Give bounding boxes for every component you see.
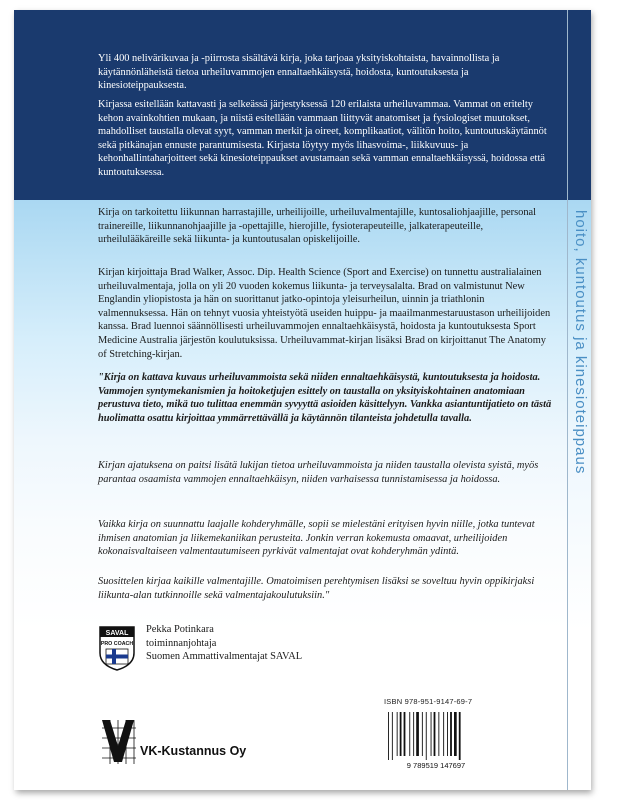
- book-back-cover: [14, 10, 590, 790]
- barcode-bar: [400, 712, 402, 756]
- signature-title: toiminnanjohtaja: [146, 637, 217, 649]
- review-paragraph-2: Kirjan ajatuksena on paitsi lisätä lukijan tietoa urheiluvammoista ja niiden taustalla olevista syistä, myös parantaa osaamista vammojen ennaltaehkäisyn, niiden varhaisessa tunnistamisessa ja hoidossa.: [98, 460, 539, 485]
- barcode-bar: [450, 712, 452, 756]
- saval-shield-icon: [98, 625, 136, 671]
- publisher-name: VK-Kustannus Oy: [140, 744, 247, 758]
- barcode-bar: [431, 712, 432, 756]
- saval-logo-line2: PRO COACH: [100, 641, 134, 647]
- saval-logo: [98, 625, 136, 671]
- barcode-bar: [434, 712, 436, 756]
- content-paragraph: Kirjassa esitellään kattavasti ja selkeässä järjestyksessä 120 erilaista urheiluvammaa. Vammat on eritelty kehon avainkohtien mukaan, ja niistä esitellään vammaan liittyvät anatomiset ja fysiologiset muutokset, mahdolliset taustalla olevat syyt, vamman merkit ja oireet, komplikaatiot, välitön hoito, kuntoutuskäytännöt sekä pitkänajan ennuste parantumisesta. Kirjasta löytyy myös lihasvoima-, liikkuvuus- ja kehonhallintaharjoitteet sekä kinesioteippaukset avustamaan sekä vamman ennaltaehkäisyssä, hoidossa että kuntoutuksessa.: [98, 99, 547, 178]
- saval-logo-line1: SAVAL: [105, 630, 129, 637]
- intro-paragraph: Yli 400 nelivärikuvaa ja -piirrosta sisältävä kirja, joka tarjoaa yksityiskohtaista, havainnollista ja käytännönläheistä tietoa urheiluvammojen ennaltaehkäisystä, hoidosta, kuntoutuksesta ja kinesioteippauksesta.: [98, 53, 500, 92]
- vk-logo-icon: [100, 716, 160, 766]
- book-spine: [567, 10, 591, 790]
- barcode-bar: [404, 712, 406, 756]
- review-paragraph-3: Vaikka kirja on suunnattu laajalle kohderyhmälle, sopii se mielestäni erityisen hyvin niille, jotka tuntevat ihmisen anatomian ja liikemekaniikan perusteita. Jonkin verran kokemusta omaavat, urheilijoiden kokonaisvaltaiseen valmentautumiseen pyrkivät valmentajat ovat kohderyhmän ydintä.: [98, 519, 535, 558]
- signature-name: Pekka Potinkara: [146, 624, 214, 635]
- barcode-bar: [447, 712, 448, 756]
- barcode-bar: [388, 712, 389, 760]
- barcode-bar: [459, 712, 461, 760]
- author-paragraph: Kirjan kirjoittaja Brad Walker, Assoc. Dip. Health Science (Sport and Exercise) on tunnettu australialainen urheiluvalmentaja, jolla on yli 20 vuoden kokemus liikunta- ja terveysalalta. Brad on valmistunut New Englandin yliopistosta ja hän on suorittanut jatko-opintoja yleisurheilun, uinnin ja triathlonin valmennuksessa. Hän on tehnyt vuosia yhteistyötä useiden huippu- ja maailmanmestaruustason urheilijoiden kanssa. Brad luennoi säännöllisesti urheiluvammojen ennaltaehkäisystä, hoidosta ja kuntoutuksesta Sport Medicine Australia järjestön koulutuksissa. Urheiluvammat-kirjan lisäksi Brad on kirjoittanut The Anatomy of Stretching-kirjan.: [98, 267, 551, 360]
- signature-lines: [146, 623, 302, 664]
- barcode-bar: [397, 712, 398, 756]
- spine-title: hoito, kuntoutus ja kinesioteippaus: [572, 210, 589, 475]
- barcode-bar: [416, 712, 419, 756]
- review-paragraph-4: Suosittelen kirjaa kaikille valmentajille. Omatoimisen perehtymisen lisäksi se soveltuu hyvin oppikirjaksi liikunta-alan tutkinnoille sekä valmentajakoulutuksiin.": [98, 576, 535, 601]
- barcode: [380, 710, 492, 770]
- barcode-bar: [426, 712, 427, 760]
- barcode-bar: [454, 712, 457, 756]
- signature-block: [98, 621, 398, 681]
- barcode-bar: [409, 712, 410, 756]
- audience-paragraph: Kirja on tarkoitettu liikunnan harrastajille, urheilijoille, urheiluvalmentajille, kuntosaliohjaajille, personal trainereille, liikunnanohjaajille ja -opettajille, hierojille, fysioterapeuteille, jalkaterapeuteille, urheilulääkäreille sekä liikunta- ja kuntoutusalan opiskelijoille.: [98, 207, 537, 246]
- publisher-logo: [100, 716, 260, 766]
- barcode-digits: 9 789519 147697: [406, 761, 466, 770]
- barcode-bar: [443, 712, 444, 756]
- barcode-bars-icon: [380, 710, 492, 770]
- barcode-bar: [413, 712, 414, 756]
- barcode-bar: [438, 712, 439, 756]
- barcode-bar: [392, 712, 393, 760]
- barcode-bar: [422, 712, 423, 756]
- isbn-label: ISBN 978-951-9147-69-7: [384, 697, 473, 706]
- review-quote-paragraph: "Kirja on kattava kuvaus urheiluvammoista sekä niiden ennaltaehkäisystä, kuntoutuksesta ja hoidosta. Vammojen syntymekanismien ja hoitoketjujen esittely on taustalla on yksityiskohtainen anatomiaan perustuva tieto, mikä tuo tulittaa enemmän syvyyttä asioiden käsittelyyn. Vankka asiantuntijatieto on tästä huolimatta osattu kirjoittaa ymmärrettävällä ja käytännön tilanteista johdetulla tavalla.: [98, 372, 552, 424]
- signature-organization: Suomen Ammattivalmentajat SAVAL: [146, 651, 303, 663]
- cover-panel: [14, 10, 567, 790]
